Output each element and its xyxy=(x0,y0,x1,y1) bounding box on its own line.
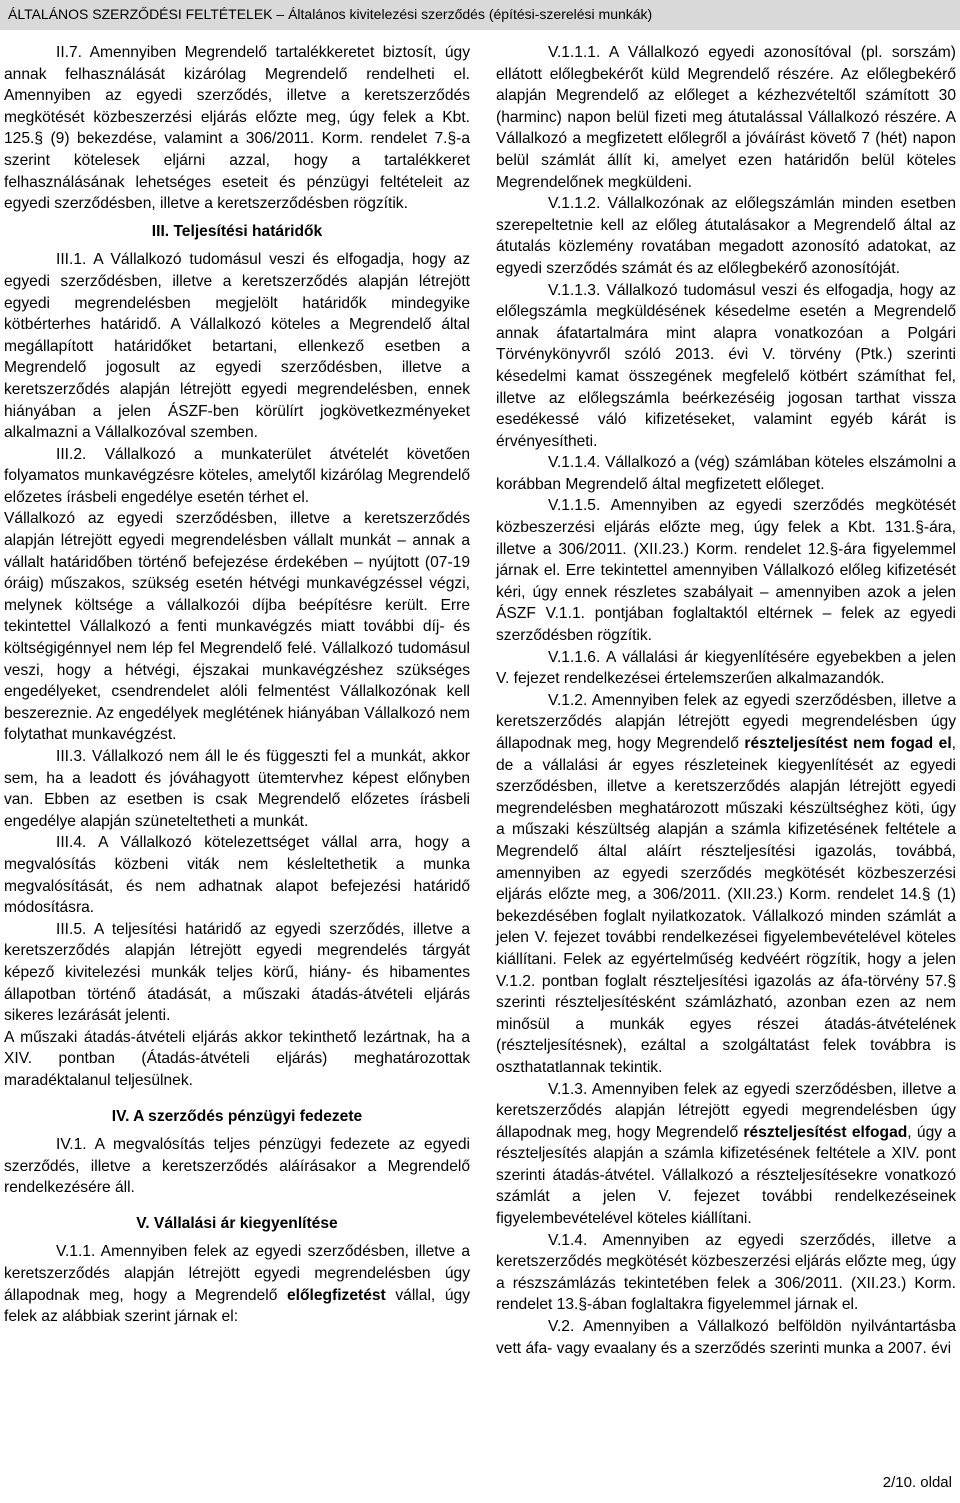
document-header xyxy=(0,0,960,30)
paragraph-v14: V.1.4. Amennyiben az egyedi szerződés, illetve a keretszerződés megkötését közbeszerzési eljárás előzte meg, úgy a részszámlázás tekintetében felek a 306/2011. (XII.23.) Korm. rendelet 13.§-ában foglaltakra figyelemmel járnak el. xyxy=(496,1231,956,1314)
paragraph-v13-text-a: V.1.3. Amennyiben felek az egyedi szerződésben, illetve a keretszerződés alapján létrejött egyedi megrendelésben úgy állapodnak meg, hogy Megrendelő xyxy=(496,1080,956,1141)
paragraph-v12-text-c: , de a vállalási ár egyes részleteinek kiegyenlítését az egyedi szerződésben, illetve a keretszerződés alapján létrejött egyedi megrendelésben meghatározott műszaki készültséghez köti, úgy a műszaki készültség alapján a számla kifizetésének feltétele a Megrendelő által aláírt részteljesítési igazolás, továbbá, amennyiben az egyedi szerződés megkötését közbeszerzési eljárás előzte meg, a 306/2011. (XII.23.) Korm. rendelet 14.§ (1) bekezdésében foglalt nyilatkozatok. Vállalkozó minden számlát a jelen V. fejezet további rendelkezései figyelembevételével köteles kiállítani. Felek az egyértelműség kedvéért rögzítik, hogy a jelen V.1.2. pontban foglalt részteljesítési igazolás az áfa-törvény 57.§ szerinti részteljesítésként számlázható, azonban ezen az nem minősül a munkák egyes részei átadás-átvételének (részteljesítésnek), ezáltal a szolgáltatást felek továbbra is oszthatatlannak tekintik. xyxy=(496,735,957,1076)
paragraph-iii2: III.2. Vállalkozó a munkaterület átvételét követően folyamatos munkavégzésre köteles, amelytől kizárólag Megrendelő előzetes írásbeli engedélye esetén térhet el. xyxy=(4,445,470,506)
paragraph-v111-text-c: vállal, úgy felek az alábbiak szerint járnak el: xyxy=(4,1286,470,1326)
paragraph-ii7: II.7. Amennyiben Megrendelő tartalékkeretet biztosít, úgy annak felhasználását kizárólag Megrendelő rendelheti el. Amennyiben az egyedi szerződés, illetve a keretszerződés megkötését közbeszerzési eljárás előzte meg, úgy felek a Kbt. 125.§ (9) bekezdése, valamint a 306/2011. Korm. rendelet 7.§-a szerint kötelesek eljárni azzal, hogy a tartalékkeret felhasználásának lehetséges eseteit és pénzügyi feltételeit az egyedi szerződésben, illetve a keretszerződésben rögzítik. xyxy=(4,44,470,213)
paragraph-v111-bold: előlegfizetést xyxy=(286,1286,386,1304)
paragraph-v1112: V.1.1.2. Vállalkozónak az előlegszámlán minden esetben szerepeltetnie kell az előleg átutalásakor a Megrendelő által az átutalás közlemény rovatában megadott azonosító adatokat, az egyedi szerződés számát és az előlegbekérő azonosítóját. xyxy=(496,195,956,277)
heading-iv: IV. A szerződés pénzügyi fedezete xyxy=(111,1107,363,1125)
right-column xyxy=(496,42,956,1359)
paragraph-v111-text-a: V.1.1. Amennyiben felek az egyedi szerződésben, illetve a keretszerződés alapján létrejött egyedi megrendelésben úgy állapodnak meg, hogy a Megrendelő xyxy=(4,1243,470,1304)
paragraph-iii5: III.5. A teljesítési határidő az egyedi szerződés, illetve a keretszerződés alapján létrejött egyedi megrendelés tárgyát képező kivitelezési munkák teljes körű, hiány- és hibamentes állapotban történő átadását, a műszaki átadás-átvételi eljárás sikeres lezárását jelenti. xyxy=(4,920,470,1025)
heading-iii: III. Teljesítési határidők xyxy=(151,222,323,240)
header-title: ÁLTALÁNOS SZERZŐDÉSI FELTÉTELEK – Általános kivitelezési szerződés (építési-szerelési munkák) xyxy=(8,6,653,22)
paragraph-v2: V.2. Amennyiben a Vállalkozó belföldön nyilvántartásba vett áfa- vagy evaalany és a szerződés szerinti munka a 2007. évi xyxy=(496,1318,956,1357)
paragraph-v1111: V.1.1.1. A Vállalkozó egyedi azonosítóval (pl. sorszám) ellátott előlegbekérőt küld Megrendelő részére. Az előlegbekérő alapján Megrendelő az előleget a kézhezvételtől számított 30 (harminc) napon belül fizeti meg átutalással Vállalkozó részére. A Vállalkozó a megfizetett előlegről a jóváírást követő 7 (hét) napon belül számlát állít ki, amelyet ezen határidőn belül köteles Megrendelőnek megküldeni. xyxy=(496,44,956,191)
paragraph-iii1: III.1. A Vállalkozó tudomásul veszi és elfogadja, hogy az egyedi szerződésben, illetve a keretszerződés alapján létrejött egyedi megrendelésben megjelölt határidők mindegyike kötbérterhes határidő. A Vállalkozó köteles a Megrendelő által megállapított határidőket betartani, ellenkező esetben a Megrendelő jogosult az egyedi szerződésben, illetve a keretszerződés alapján létrejött egyedi megrendelésben, ennek hiányában a jelen ÁSZF-ben körülírt jogkövetkezményeket alkalmazni a Vállalkozóval szemben. xyxy=(4,251,470,442)
paragraph-v12-text-a: V.1.2. Amennyiben felek az egyedi szerződésben, illetve a keretszerződés alapján létrejött egyedi megrendelésben úgy állapodnak meg, hogy Megrendelő xyxy=(496,691,956,752)
paragraph-v1114: V.1.1.4. Vállalkozó a (vég) számlában köteles elszámolni a korábban Megrendelő által megfizetett előleget. xyxy=(496,454,956,493)
paragraph-iii2-continued: Vállalkozó az egyedi szerződésben, illetve a keretszerződés alapján létrejött egyedi megrendelésben vállalt munkát – annak a vállalt határidőben történő befejezése érdekében – nyújtott (07-19 óráig) műszakos, szükség esetén hétvégi munkavégzéssel végzi, melynek költsége a vállalkozói díjba beépítésre került. Erre tekintettel Vállalkozó a fenti munkavégzés miatt további díj- és költségigénnyel nem lép fel Megrendelő felé. Vállalkozó tudomásul veszi, hogy a hétvégi, éjszakai munkavégzéshez szükséges engedélyeket, csendrendelet alóli felmentést Vállalkozónak kell beszereznie. Az engedélyek meglétének hiányában Vállalkozó nem folytathat munkavégzést. xyxy=(4,510,470,744)
paragraph-v13-text-c: , úgy a részteljesítés alapján a számla kifizetésének feltétele a XIV. pont szerinti átadás-átvétel. Vállalkozó a részteljesítésekre vonatkozó számlát a jelen V. fejezet további rendelkezéseinek figyelembevételével köteles kiállítani. xyxy=(496,1123,957,1228)
paragraph-iii3: III.3. Vállalkozó nem áll le és függeszti fel a munkát, akkor sem, ha a leadott és jóváhagyott ütemtervhez képest előnyben van. Ebben az esetben is csak Megrendelő előzetes írásbeli engedélye alapján szüneteltetheti a munkát. xyxy=(4,748,470,830)
paragraph-iii5-continued: A műszaki átadás-átvételi eljárás akkor tekinthető lezártnak, ha a XIV. pontban (Átadás-átvételi eljárás) meghatározottak maradéktalanul teljesülnek. xyxy=(4,1028,470,1089)
paragraph-v12-bold: részteljesítést nem fogad el xyxy=(744,735,952,752)
paragraph-v13-bold: részteljesítést elfogad xyxy=(743,1123,908,1141)
page-number: 2/10. oldal xyxy=(882,1474,952,1491)
paragraph-v1115: V.1.1.5. Amennyiben az egyedi szerződés megkötését közbeszerzési eljárás előzte meg, úgy felek a Kbt. 131.§-ára, illetve a 306/2011. (XII.23.) Korm. rendelet 12.§-ára figyelemmel járnak el. Erre tekintettel amennyiben Vállalkozó előleg kifizetését kéri, úgy ennek részletes szabályait – amennyiben azok a jelen ÁSZF V.1.1. pontjában foglaltaktól eltérnek – felek az egyedi szerződésben rögzítik. xyxy=(496,497,956,645)
paragraph-v1116: V.1.1.6. A vállalási ár kiegyenlítésére egyebekben a jelen V. fejezet rendelkezései értelemszerűen alkalmazandók. xyxy=(496,648,956,688)
paragraph-v12 xyxy=(496,690,956,1079)
paragraph-v1113: V.1.1.3. Vállalkozó tudomásul veszi és elfogadja, hogy az előlegszámla megküldésének késedelme esetén a Megrendelő annak áfatartalmára mint alapra vonatkozóan a Polgári Törvénykönyvről szóló 2013. évi V. törvény (Ptk.) szerinti késedelmi kamat összegének megfelelő kötbért számíthat fel, illetve az előlegszámla beérkezéséig jogosan tarthat vissza esedékessé váló kifizetéseket, valamint egyéb kárát is érvényesítheti. xyxy=(496,281,956,450)
heading-v: V. Vállalási ár kiegyenlítése xyxy=(136,1214,338,1232)
left-column xyxy=(4,42,470,1328)
paragraph-v13 xyxy=(496,1079,956,1230)
paragraph-iii4: III.4. A Vállalkozó kötelezettséget vállal arra, hogy a megvalósítás közbeni viták nem késleltethetik a munka megvalósítását, és nem adhatnak alapot befejezési határidő módosításra. xyxy=(4,834,470,917)
paragraph-iv1: IV.1. A megvalósítás teljes pénzügyi fedezete az egyedi szerződés, illetve a keretszerződés aláírásakor a Megrendelő rendelkezésére áll. xyxy=(4,1136,470,1197)
paragraph-v111 xyxy=(4,1241,470,1327)
